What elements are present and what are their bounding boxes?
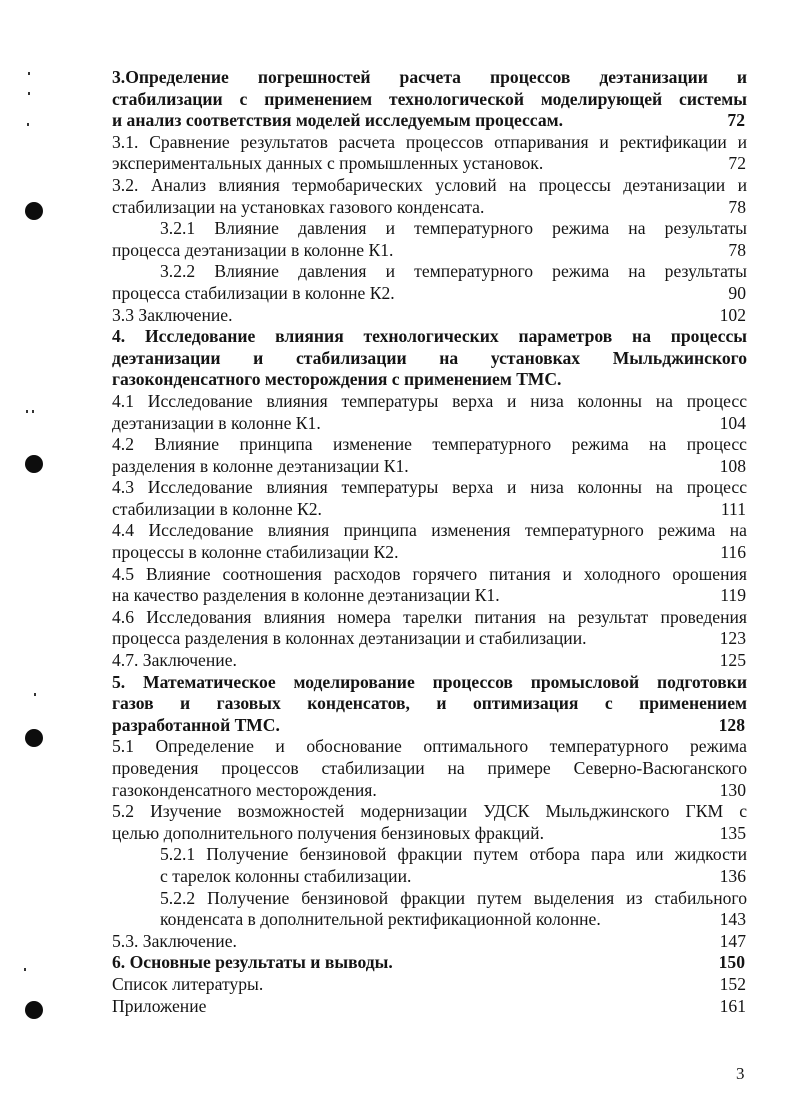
toc-line: 3.2. Анализ влияния термобарических условий на процессы деэтанизации и — [112, 174, 747, 195]
toc-entry — [112, 477, 747, 520]
toc-entry — [112, 801, 747, 844]
toc-line: стабилизации в колонне К2. — [112, 498, 322, 519]
toc-entry — [112, 132, 747, 175]
toc-line: 4. Исследование влияния технологических параметров на процессы — [112, 326, 747, 347]
toc-entry — [112, 844, 747, 887]
toc-entry — [112, 261, 747, 304]
toc-line: 4.3 Исследование влияния температуры верха и низа колонны на процесс — [112, 477, 747, 498]
binder-hole — [25, 202, 43, 220]
toc-page-number: 72 — [728, 153, 746, 174]
toc-line: процессы в колонне стабилизации К2. — [112, 542, 399, 563]
toc-page-number: 136 — [719, 865, 746, 886]
toc-page-number: 78 — [728, 239, 746, 260]
toc-page-number: 111 — [720, 498, 746, 519]
toc-line: проведения процессов стабилизации на примере Северно-Васюганского — [112, 758, 747, 778]
toc-entry — [112, 326, 747, 391]
toc-page-number: 152 — [719, 973, 746, 994]
toc-page-number: 78 — [728, 196, 746, 217]
toc-line: 3.2.2 Влияние давления и температурного режима на результаты — [160, 261, 747, 282]
toc-page-number: 135 — [719, 822, 746, 843]
toc-line: 4.4 Исследование влияния принципа изменения температурного режима на — [112, 520, 747, 541]
toc-entry — [112, 952, 747, 974]
toc-page-number: 119 — [720, 585, 746, 606]
toc-line: 5.3. Заключение. — [112, 930, 237, 951]
scan-speck — [26, 410, 28, 413]
toc-line: 3.3 Заключение. — [112, 304, 233, 325]
toc-line: 3.Определение погрешностей расчета процессов деэтанизации и — [112, 67, 747, 87]
toc-line: с тарелок колонны стабилизации. — [160, 865, 412, 886]
toc-entry — [112, 391, 747, 434]
toc-line: 4.2 Влияние принципа изменение температурного режима на процесс — [112, 434, 747, 455]
toc-page-number: 150 — [718, 952, 745, 973]
toc-line: 4.7. Заключение. — [112, 650, 237, 671]
toc-line: 4.1 Исследование влияния температуры верха и низа колонны на процесс — [112, 390, 747, 411]
toc-line: процесса разделения в колоннах деэтанизации и стабилизации. — [112, 628, 587, 649]
toc-line: на качество разделения в колонне деэтанизации К1. — [112, 585, 500, 606]
toc-entry — [112, 305, 747, 327]
toc-line: стабилизации на установках газового конденсата. — [112, 196, 485, 217]
toc-page-number: 143 — [719, 909, 746, 930]
toc-page-number: 147 — [719, 930, 746, 951]
toc-entry — [112, 175, 747, 218]
toc-entry — [112, 218, 747, 261]
toc-page-number: 125 — [719, 650, 746, 671]
toc-page-number: 161 — [719, 995, 746, 1016]
toc-line: Список литературы. — [112, 973, 264, 994]
toc-page-number: 90 — [728, 282, 746, 303]
toc-line: 6. Основные результаты и выводы. — [112, 952, 393, 973]
scan-speck — [34, 693, 36, 696]
toc-line: 5.2 Изучение возможностей модернизации УДСК Мыльджинского ГКМ с — [112, 801, 747, 822]
scan-speck — [24, 968, 26, 971]
toc-entry — [112, 672, 747, 737]
toc-line: 5.1 Определение и обоснование оптимального температурного режима — [112, 736, 747, 757]
toc-line: процесса деэтанизации в колонне К1. — [112, 239, 394, 260]
toc-line: деэтанизации в колонне К1. — [112, 412, 321, 433]
toc-entry — [112, 931, 747, 953]
toc-line: газоконденсатного месторождения с применением ТМС. — [112, 369, 562, 390]
binder-hole — [25, 729, 43, 747]
toc-entry — [112, 996, 747, 1018]
toc-page-number: 102 — [719, 304, 746, 325]
toc-line: процесса стабилизации в колонне К2. — [112, 282, 395, 303]
toc-page-number: 130 — [719, 779, 746, 800]
scan-speck — [27, 123, 29, 126]
toc-entry — [112, 434, 747, 477]
toc-page-number: 108 — [719, 455, 746, 476]
toc-entry — [112, 564, 747, 607]
toc-page-number: 72 — [727, 110, 745, 131]
toc-line: экспериментальных данных с промышленных установок. — [112, 153, 544, 174]
scan-speck — [32, 410, 34, 413]
toc-page-number: 128 — [718, 714, 745, 735]
toc-line: разделения в колонне деэтанизации К1. — [112, 455, 409, 476]
toc-entry — [112, 888, 747, 931]
binder-hole — [25, 1001, 43, 1019]
toc-line: 3.1. Сравнение результатов расчета процессов отпаривания и ректификации и — [112, 131, 747, 152]
toc-line: деэтанизации и стабилизации на установках Мыльджинского — [112, 347, 747, 368]
toc-line: газов и газовых конденсатов, и оптимизация с применением — [112, 693, 747, 714]
toc-page-number: 123 — [719, 628, 746, 649]
toc-entry — [112, 736, 747, 801]
table-of-contents — [112, 67, 747, 1017]
toc-line: 4.6 Исследования влияния номера тарелки питания на результат проведения — [112, 606, 747, 627]
toc-line: 5. Математическое моделирование процессов промысловой подготовки — [112, 671, 747, 692]
toc-line: газоконденсатного месторождения. — [112, 779, 377, 800]
toc-page-number: 116 — [720, 542, 746, 563]
toc-entry — [112, 520, 747, 563]
toc-line: стабилизации с применением технологической моделирующей системы — [112, 88, 747, 109]
toc-entry — [112, 607, 747, 650]
toc-line: разработанной ТМС. — [112, 714, 280, 735]
toc-line: 4.5 Влияние соотношения расходов горячего питания и холодного орошения — [112, 563, 747, 584]
toc-line: и анализ соответствия моделей исследуемым процессам. — [112, 110, 564, 131]
toc-line: целью дополнительного получения бензиновых фракций. — [112, 822, 544, 843]
toc-line: Приложение — [112, 995, 207, 1016]
page-number: 3 — [736, 1064, 745, 1083]
toc-line: 5.2.2 Получение бензиновой фракции путем выделения из стабильного — [160, 887, 747, 908]
toc-entry — [112, 650, 747, 672]
toc-entry — [112, 974, 747, 996]
toc-line: конденсата в дополнительной ректификационной колонне. — [160, 909, 601, 930]
toc-entry — [112, 67, 747, 132]
toc-line: 5.2.1 Получение бензиновой фракции путем отбора пара или жидкости — [160, 844, 747, 865]
toc-page-number: 104 — [719, 412, 746, 433]
binder-hole — [25, 455, 43, 473]
scan-speck — [28, 72, 30, 75]
scan-speck — [28, 92, 30, 95]
toc-line: 3.2.1 Влияние давления и температурного режима на результаты — [160, 218, 747, 239]
